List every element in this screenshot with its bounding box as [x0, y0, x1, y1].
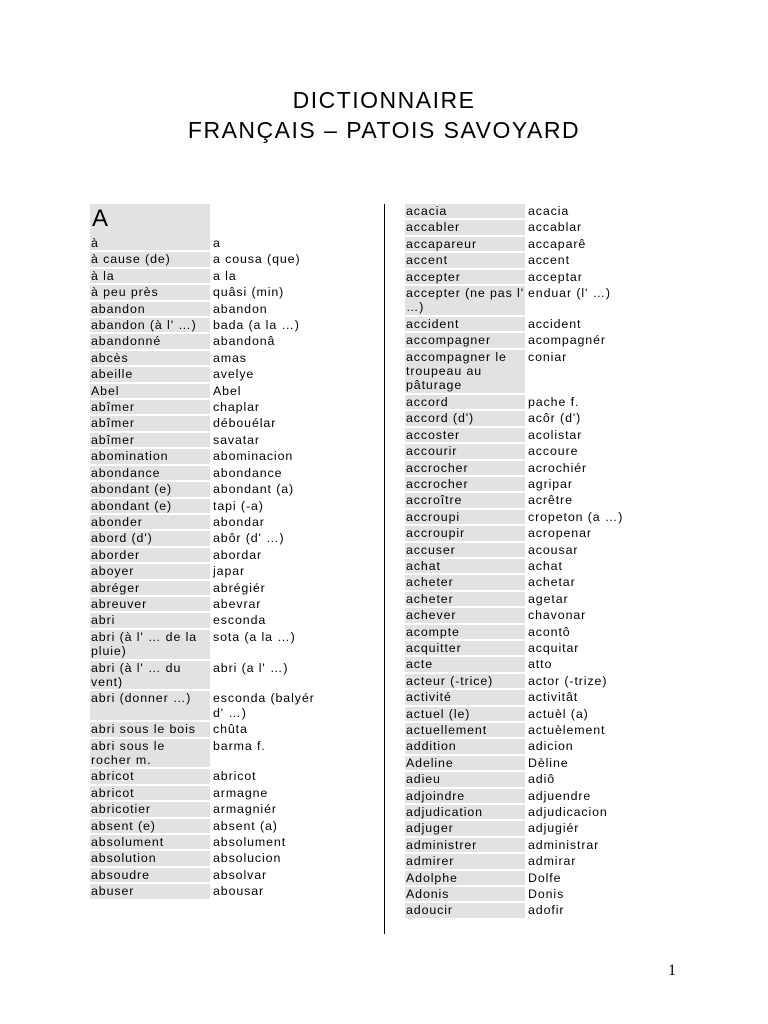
french-term: abri sous le bois: [90, 722, 210, 736]
french-term: absolument: [90, 835, 210, 849]
patois-term: abondant (a): [213, 482, 295, 497]
patois-term: bada (a la …): [213, 318, 300, 333]
left-column: [90, 204, 320, 901]
dictionary-entry: [405, 270, 635, 286]
french-term: abondant (e): [90, 482, 210, 496]
dictionary-entry: [405, 510, 635, 526]
dictionary-entry: [90, 416, 320, 432]
dictionary-entry: [405, 575, 635, 591]
patois-term: chûta: [213, 722, 248, 737]
french-term: accourir: [405, 444, 525, 458]
patois-term: savatar: [213, 432, 260, 447]
patois-term: accent: [528, 253, 570, 268]
patois-term: adiô: [528, 772, 556, 787]
french-term: activité: [405, 690, 525, 704]
dictionary-entry: [405, 237, 635, 253]
patois-term: acceptar: [528, 269, 583, 284]
dictionary-entry: [90, 739, 320, 770]
french-term: abandonné: [90, 334, 210, 348]
dictionary-entry: [405, 350, 635, 395]
french-term: abri sous le rocher m.: [90, 739, 210, 768]
french-term: adjudication: [405, 805, 525, 819]
dictionary-entry: [405, 461, 635, 477]
patois-term: japar: [213, 564, 246, 579]
dictionary-entry: [405, 674, 635, 690]
dictionary-entry: [405, 838, 635, 854]
patois-term: acacia: [528, 204, 570, 218]
patois-term: adicion: [528, 739, 574, 754]
patois-term: a cousa (que): [213, 252, 301, 267]
dictionary-entry: [405, 444, 635, 460]
french-term: abandon: [90, 302, 210, 316]
dictionary-entry: [405, 608, 635, 624]
dictionary-entry: [90, 722, 320, 738]
dictionary-entry: [90, 515, 320, 531]
right-column: [405, 204, 635, 920]
patois-term: actuèlement: [528, 723, 606, 737]
patois-term: administrar: [528, 837, 600, 852]
dictionary-entry: [405, 477, 635, 493]
dictionary-entry: [90, 285, 320, 301]
dictionary-entry: [405, 317, 635, 333]
dictionary-entry: [90, 482, 320, 498]
dictionary-entry: [90, 449, 320, 465]
document-title: [0, 85, 768, 145]
patois-term: tapi (-a): [213, 498, 264, 513]
dictionary-entry: [90, 597, 320, 613]
dictionary-entry: [405, 526, 635, 542]
dictionary-entry: [90, 384, 320, 400]
patois-term: acôr (d'): [528, 411, 582, 426]
patois-term: a: [213, 236, 221, 250]
french-term: abondance: [90, 466, 210, 480]
french-term: achever: [405, 608, 525, 622]
patois-term: activitât: [528, 690, 579, 705]
french-term: abri: [90, 613, 210, 627]
dictionary-entry: [405, 789, 635, 805]
french-term: abeille: [90, 367, 210, 381]
french-term: accent: [405, 253, 525, 267]
french-term: à cause (de): [90, 252, 210, 266]
patois-term: abondar: [213, 514, 265, 529]
patois-term: cropeton (a …): [528, 509, 624, 524]
dictionary-entry: [405, 286, 635, 317]
patois-term: acquitar: [528, 640, 580, 655]
french-term: adoucir: [405, 903, 525, 917]
dictionary-entry: [405, 625, 635, 641]
column-divider: [384, 204, 385, 934]
patois-term: Abel: [213, 383, 242, 398]
dictionary-entry: [405, 411, 635, 427]
french-term: accroupi: [405, 510, 525, 524]
dictionary-entry: [405, 772, 635, 788]
patois-term: acolistar: [528, 427, 583, 442]
patois-term: armagniér: [213, 802, 277, 817]
dictionary-entry: [90, 367, 320, 383]
french-term: accord: [405, 395, 525, 409]
dictionary-entry: [90, 581, 320, 597]
french-term: acquitter: [405, 641, 525, 655]
french-term: aboyer: [90, 564, 210, 578]
dictionary-entry: [405, 854, 635, 870]
french-term: acacia: [405, 204, 525, 218]
patois-term: abousar: [213, 884, 265, 899]
french-term: abandon (à l' …): [90, 318, 210, 332]
dictionary-entry: [405, 592, 635, 608]
dictionary-entry: [90, 661, 320, 692]
french-term: abondant (e): [90, 499, 210, 513]
french-term: actuel (le): [405, 707, 525, 721]
patois-term: abrégiér: [213, 580, 266, 595]
dictionary-entry: [90, 252, 320, 268]
dictionary-entry: [405, 756, 635, 772]
dictionary-entry: [405, 690, 635, 706]
dictionary-entry: [90, 802, 320, 818]
french-term: abréger: [90, 581, 210, 595]
dictionary-entry: [405, 395, 635, 411]
french-term: adjoindre: [405, 789, 525, 803]
patois-term: amas: [213, 350, 247, 365]
patois-term: acontô: [528, 624, 571, 639]
french-term: accepter: [405, 270, 525, 284]
patois-term: a la: [213, 268, 237, 283]
patois-term: esconda (balyér d' …): [213, 691, 315, 720]
dictionary-entry: [90, 868, 320, 884]
french-term: acheter: [405, 592, 525, 606]
patois-term: agripar: [528, 476, 573, 491]
french-term: abri (à l' … de la pluie): [90, 630, 210, 659]
dictionary-entry: [405, 871, 635, 887]
french-term: abomination: [90, 449, 210, 463]
french-term: abîmer: [90, 400, 210, 414]
patois-term: adjugiér: [528, 821, 580, 836]
patois-term: barma f.: [213, 738, 266, 753]
patois-term: accident: [528, 316, 582, 331]
french-term: accident: [405, 317, 525, 331]
dictionary-entry: [405, 253, 635, 269]
patois-term: admirar: [528, 854, 577, 869]
dictionary-entry: [90, 835, 320, 851]
dictionary-entry: [405, 493, 635, 509]
french-term: actuellement: [405, 723, 525, 737]
patois-term: abôr (d' …): [213, 531, 285, 546]
french-term: à: [90, 236, 210, 250]
french-term: abonder: [90, 515, 210, 529]
patois-term: actor (-trize): [528, 673, 608, 688]
patois-term: adofir: [528, 903, 565, 918]
french-term: acompte: [405, 625, 525, 639]
french-term: Adeline: [405, 756, 525, 770]
french-term: accepter (ne pas l' …): [406, 286, 524, 315]
patois-term: abricot: [213, 769, 257, 784]
patois-term: absolvar: [213, 867, 268, 882]
patois-term: acousar: [528, 542, 579, 557]
dictionary-entry: [90, 786, 320, 802]
patois-term: abevrar: [213, 596, 262, 611]
dictionary-entry: [90, 351, 320, 367]
french-term: à peu près: [90, 285, 210, 299]
dictionary-entry: [405, 428, 635, 444]
patois-term: absolument: [213, 835, 287, 850]
dictionary-entry: [405, 887, 635, 903]
french-term: admirer: [405, 854, 525, 868]
dictionary-entry: [90, 548, 320, 564]
dictionary-entry: [90, 630, 320, 661]
dictionary-entry: [405, 559, 635, 575]
french-term: abri (donner …): [90, 691, 210, 720]
patois-term: adjudicacion: [528, 805, 608, 820]
dictionary-entry: [90, 613, 320, 629]
patois-term: acrochiér: [528, 460, 588, 475]
patois-term: abominacion: [213, 449, 294, 464]
dictionary-entry: [90, 236, 320, 252]
dictionary-entry: [90, 269, 320, 285]
patois-term: armagne: [213, 785, 269, 800]
dictionary-entry: [90, 884, 320, 900]
french-term: à la: [90, 269, 210, 283]
french-term: abri (à l' … du vent): [90, 661, 210, 690]
patois-term: Donis: [528, 887, 565, 902]
patois-term: absent (a): [213, 818, 278, 833]
french-term: Abel: [90, 384, 210, 398]
title-line-1: DICTIONNAIRE: [292, 87, 476, 113]
dictionary-entry: [90, 769, 320, 785]
patois-term: accoure: [528, 444, 579, 459]
french-term: abricot: [90, 786, 210, 800]
french-term: abîmer: [90, 416, 210, 430]
dictionary-entry: [90, 433, 320, 449]
patois-term: abordar: [213, 547, 263, 562]
french-term: accoster: [405, 428, 525, 442]
french-term: abîmer: [90, 433, 210, 447]
page-number: 1: [668, 962, 676, 979]
dictionary-entry: [405, 220, 635, 236]
french-term: adieu: [405, 772, 525, 786]
patois-term: esconda: [213, 613, 267, 628]
dictionary-entry: [90, 531, 320, 547]
dictionary-entry: [405, 641, 635, 657]
dictionary-entry: [90, 318, 320, 334]
french-term: accompagner: [405, 333, 525, 347]
dictionary-entry: [90, 499, 320, 515]
dictionary-entry: [90, 334, 320, 350]
french-term: accapareur: [405, 237, 525, 251]
patois-term: accablar: [528, 220, 583, 235]
section-letter: A: [90, 204, 210, 236]
french-term: accabler: [405, 220, 525, 234]
french-term: acteur (-trice): [405, 674, 525, 688]
french-term: administrer: [405, 838, 525, 852]
french-term: accrocher: [405, 477, 525, 491]
dictionary-entry: [405, 543, 635, 559]
french-term: absoudre: [90, 868, 210, 882]
french-term: accrocher: [405, 461, 525, 475]
patois-term: quâsi (min): [213, 285, 285, 300]
french-term: absolution: [90, 851, 210, 865]
patois-term: actuèl (a): [528, 706, 589, 721]
patois-term: chavonar: [528, 608, 587, 623]
patois-term: sota (a la …): [213, 629, 296, 644]
french-term: abcès: [90, 351, 210, 365]
french-term: abuser: [90, 884, 210, 898]
dictionary-entry: [90, 851, 320, 867]
patois-term: Dolfe: [528, 870, 562, 885]
french-term: absent (e): [90, 819, 210, 833]
dictionary-entry: [405, 204, 635, 220]
patois-term: acropenar: [528, 526, 592, 541]
dictionary-entry: [90, 691, 320, 722]
french-term: achat: [405, 559, 525, 573]
patois-term: abondance: [213, 465, 283, 480]
french-term: aborder: [90, 548, 210, 562]
patois-term: acompagnér: [528, 333, 606, 348]
french-term: addition: [405, 739, 525, 753]
dictionary-entry: [405, 903, 635, 919]
patois-term: enduar (l' …): [528, 286, 611, 301]
patois-term: abandon: [213, 301, 268, 316]
dictionary-entry: [405, 333, 635, 349]
patois-term: débouélar: [213, 416, 277, 431]
patois-term: pache f.: [528, 394, 580, 409]
dictionary-entry: [405, 657, 635, 673]
french-term: acheter: [405, 575, 525, 589]
patois-term: accaparê: [528, 236, 587, 251]
dictionary-entry: [405, 707, 635, 723]
dictionary-entry: [405, 821, 635, 837]
dictionary-entry: [405, 739, 635, 755]
dictionary-entry: [90, 302, 320, 318]
patois-term: chaplar: [213, 400, 260, 415]
patois-term: coniar: [528, 349, 568, 364]
french-term: accord (d'): [405, 411, 525, 425]
patois-term: abandonâ: [213, 334, 276, 349]
french-term: Adolphe: [405, 871, 525, 885]
dictionary-entry: [90, 819, 320, 835]
dictionary-entry: [405, 723, 635, 739]
french-term: accuser: [405, 543, 525, 557]
dictionary-entry: [90, 466, 320, 482]
french-term: acte: [405, 657, 525, 671]
title-line-2: FRANÇAIS – PATOIS SAVOYARD: [187, 117, 581, 143]
french-term: accompagner le troupeau au pâturage: [405, 350, 525, 393]
patois-term: achat: [528, 558, 563, 573]
french-term: adjuger: [405, 821, 525, 835]
patois-term: adjuendre: [528, 788, 592, 803]
patois-term: abri (a l' …): [213, 660, 289, 675]
french-term: abricot: [90, 769, 210, 783]
patois-term: absolucion: [213, 851, 282, 866]
french-term: accroupir: [405, 526, 525, 540]
patois-term: agetar: [528, 591, 569, 606]
french-term: abreuver: [90, 597, 210, 611]
french-term: abord (d'): [90, 531, 210, 545]
patois-term: avelye: [213, 367, 255, 382]
french-term: accroître: [405, 493, 525, 507]
section-letter-row: [90, 204, 320, 236]
patois-term: achetar: [528, 575, 576, 590]
patois-term: atto: [528, 657, 553, 672]
french-term: Adonis: [405, 887, 525, 901]
dictionary-entry: [90, 400, 320, 416]
french-term: abricotier: [90, 802, 210, 816]
dictionary-entry: [90, 564, 320, 580]
patois-term: Dèline: [528, 755, 569, 770]
patois-term: acrêtre: [528, 493, 573, 508]
dictionary-entry: [405, 805, 635, 821]
